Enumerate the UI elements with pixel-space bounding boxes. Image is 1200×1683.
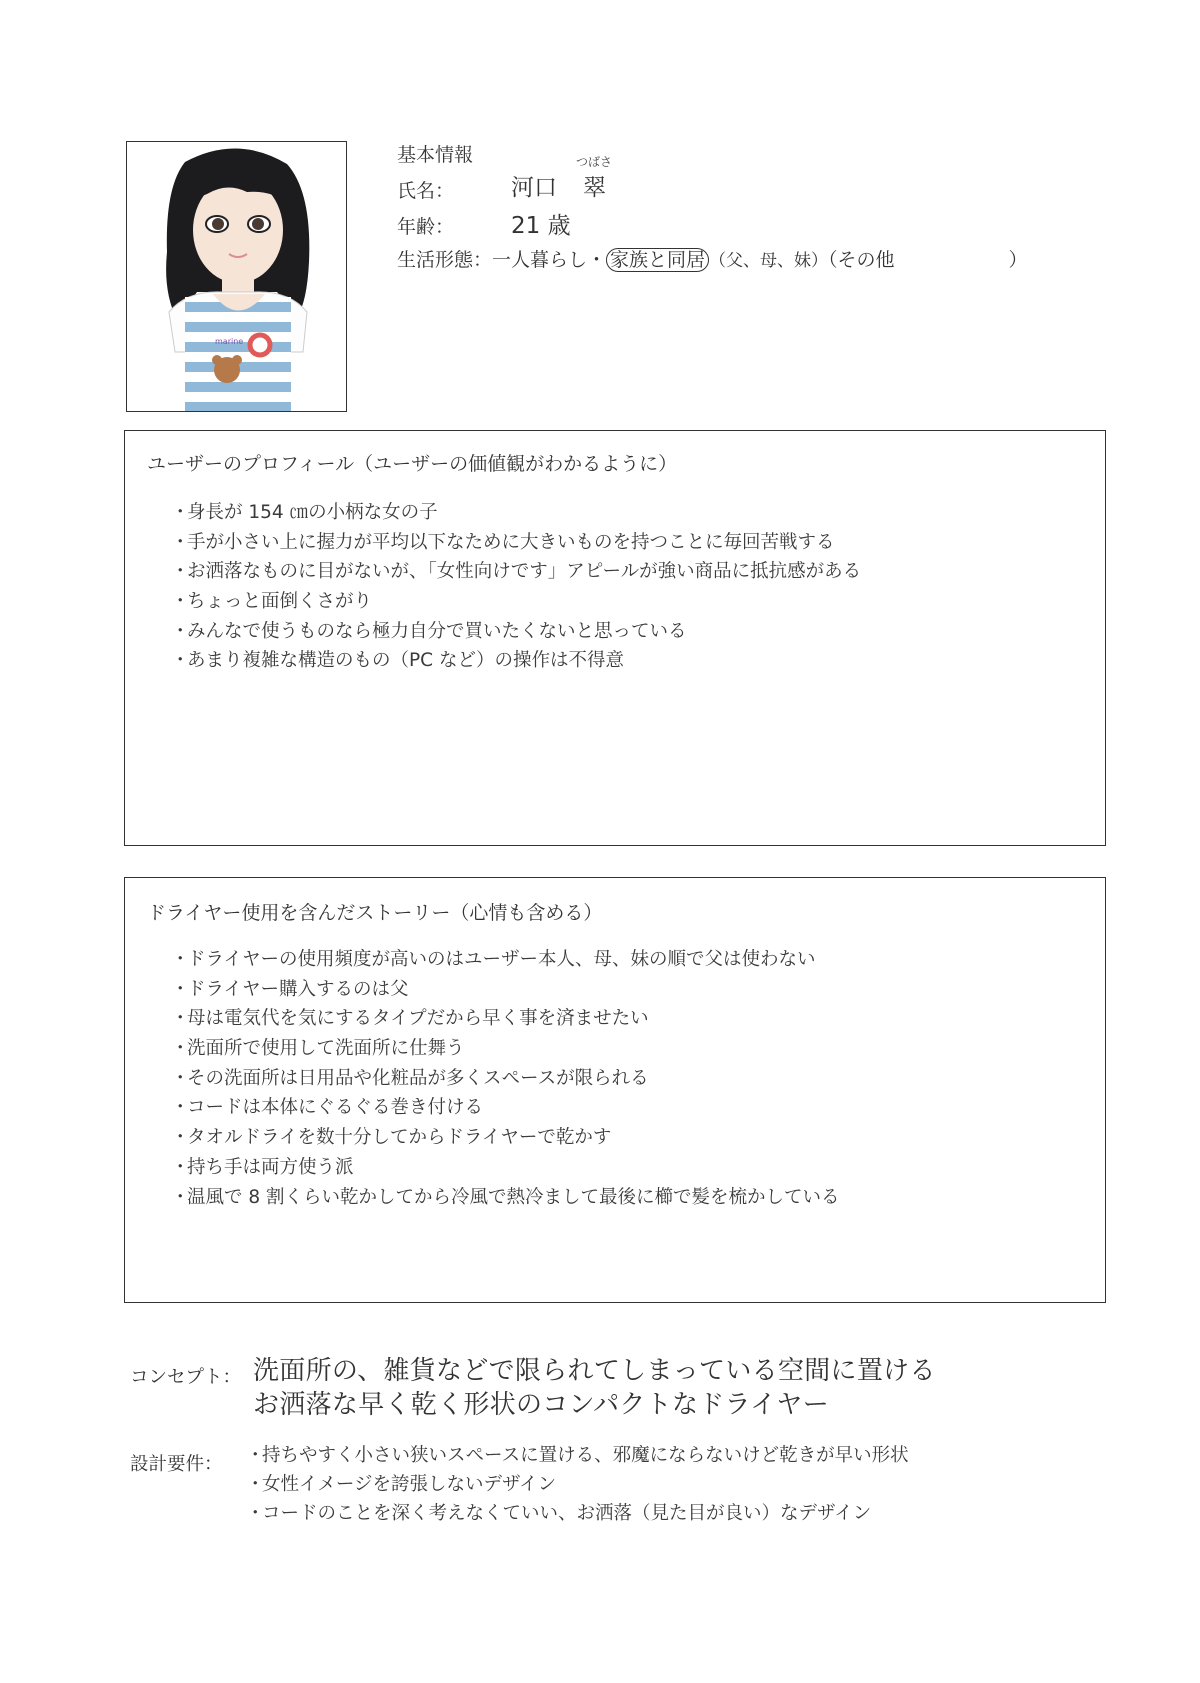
living-family-members: （父、母、妹） xyxy=(709,251,829,271)
list-item-text: その洗面所は日用品や化粧品が多くスペースが限られる xyxy=(187,1067,649,1089)
list-item: ・ドライヤーの使用頻度が高いのはユーザー本人、母、妹の順で父は使わない xyxy=(171,949,816,970)
list-item-text: ドライヤーの使用頻度が高いのはユーザー本人、母、妹の順で父は使わない xyxy=(187,949,816,970)
list-item: ・その洗面所は日用品や化粧品が多くスペースが限られる xyxy=(171,1067,649,1089)
list-item-text: 手が小さい上に握力が平均以下なために大きいものを持つことに毎回苦戦する xyxy=(187,531,835,553)
list-item-text: お洒落なものに目がないが、「女性向けです」アピールが強い商品に抵抗感がある xyxy=(187,561,862,583)
list-item: ・身長が 154 ㎝の小柄な女の子 xyxy=(171,502,438,523)
list-item: ・ドライヤー購入するのは父 xyxy=(171,978,409,1000)
given-name-ruby: つばさ xyxy=(576,155,613,169)
list-item: ・洗面所で使用して洗面所に仕舞う xyxy=(171,1038,465,1060)
list-item: ・女性イメージを誇張しないデザイン xyxy=(246,1474,557,1495)
living-label: 生活形態： xyxy=(397,249,493,271)
right-iris xyxy=(252,218,264,230)
requirements-list xyxy=(246,1441,909,1528)
basic-info-heading: 基本情報 xyxy=(397,144,474,166)
list-item-text: コードのことを深く考えなくていい、お洒落（見た目が良い）なデザイン xyxy=(262,1503,872,1524)
list-item-text: 持ちやすく小さい狭いスペースに置ける、邪魔にならないけど乾きが早い形状 xyxy=(262,1445,909,1466)
shirt-print-text: marine xyxy=(215,337,244,346)
living-option-family-selected: 家族と同居 xyxy=(606,248,709,272)
list-item: ・持ちやすく小さい狭いスペースに置ける、邪魔にならないけど乾きが早い形状 xyxy=(246,1445,909,1466)
bear-ear-right xyxy=(232,355,242,365)
story-list xyxy=(171,945,840,1212)
name-label: 氏名： xyxy=(397,180,455,202)
list-item-text: コードは本体にぐるぐる巻き付ける xyxy=(187,1097,484,1119)
profile-list xyxy=(171,498,861,676)
lifebuoy-icon xyxy=(250,335,270,355)
list-item: ・手が小さい上に握力が平均以下なために大きいものを持つことに毎回苦戦する xyxy=(171,531,835,553)
age-value: 21 歳 xyxy=(511,213,571,239)
list-item-text: あまり複雑な構造のもの（PC など）の操作は不得意 xyxy=(187,650,624,672)
list-item: ・あまり複雑な構造のもの（PC など）の操作は不得意 xyxy=(171,650,624,672)
list-item-text: 洗面所で使用して洗面所に仕舞う xyxy=(187,1038,465,1060)
list-item-text: 女性イメージを誇張しないデザイン xyxy=(262,1474,557,1495)
requirements-label: 設計要件： xyxy=(130,1454,223,1475)
list-item-text: 持ち手は両方使う派 xyxy=(187,1156,354,1178)
living-option-other: （その他 ） xyxy=(828,249,1028,271)
user-portrait xyxy=(126,141,347,412)
left-iris xyxy=(212,218,224,230)
story-box xyxy=(124,877,1106,1303)
list-item-text: 母は電気代を気にするタイプだから早く事を済ませたい xyxy=(187,1008,649,1030)
girl-illustration xyxy=(127,142,346,411)
age-label: 年齢： xyxy=(397,216,455,238)
list-item: ・持ち手は両方使う派 xyxy=(171,1156,354,1178)
list-item-text: みんなで使うものなら極力自分で買いたくないと思っている xyxy=(187,620,687,642)
list-item-text: 温風で 8 割くらい乾かしてから冷風で熱冷まして最後に櫛で髪を梳かしている xyxy=(187,1186,840,1208)
story-box-title: ドライヤー使用を含んだストーリー（心情も含める） xyxy=(147,902,603,924)
list-item: ・タオルドライを数十分してからドライヤーで乾かす xyxy=(171,1127,612,1149)
living-row xyxy=(397,245,1028,272)
list-item: ・ちょっと面倒くさがり xyxy=(171,591,373,613)
concept-label: コンセプト： xyxy=(130,1367,242,1388)
profile-box-title: ユーザーのプロフィール（ユーザーの価値観がわかるように） xyxy=(147,453,678,475)
list-item: ・コードは本体にぐるぐる巻き付ける xyxy=(171,1097,484,1119)
concept-line-2: お洒落な早く乾く形状のコンパクトなドライヤー xyxy=(253,1390,830,1420)
list-item-text: ドライヤー購入するのは父 xyxy=(187,978,409,1000)
list-item: ・母は電気代を気にするタイプだから早く事を済ませたい xyxy=(171,1008,649,1030)
list-item: ・温風で 8 割くらい乾かしてから冷風で熱冷まして最後に櫛で髪を梳かしている xyxy=(171,1186,840,1208)
list-item: ・お洒落なものに目がないが、「女性向けです」アピールが強い商品に抵抗感がある xyxy=(171,561,862,583)
list-item-text: 身長が 154 ㎝の小柄な女の子 xyxy=(187,502,438,523)
given-name: 翠 xyxy=(583,175,606,201)
shirt xyxy=(185,297,291,411)
profile-box xyxy=(124,430,1106,846)
living-option-alone: 一人暮らし・ xyxy=(492,249,607,271)
family-name: 河口 xyxy=(511,175,557,201)
list-item: ・みんなで使うものなら極力自分で買いたくないと思っている xyxy=(171,620,687,642)
list-item: ・コードのことを深く考えなくていい、お洒落（見た目が良い）なデザイン xyxy=(246,1503,872,1524)
bear-ear-left xyxy=(212,355,222,365)
list-item-text: タオルドライを数十分してからドライヤーで乾かす xyxy=(187,1127,612,1149)
list-item-text: ちょっと面倒くさがり xyxy=(187,591,373,613)
concept-line-1: 洗面所の、雑貨などで限られてしまっている空間に置ける xyxy=(253,1356,936,1386)
